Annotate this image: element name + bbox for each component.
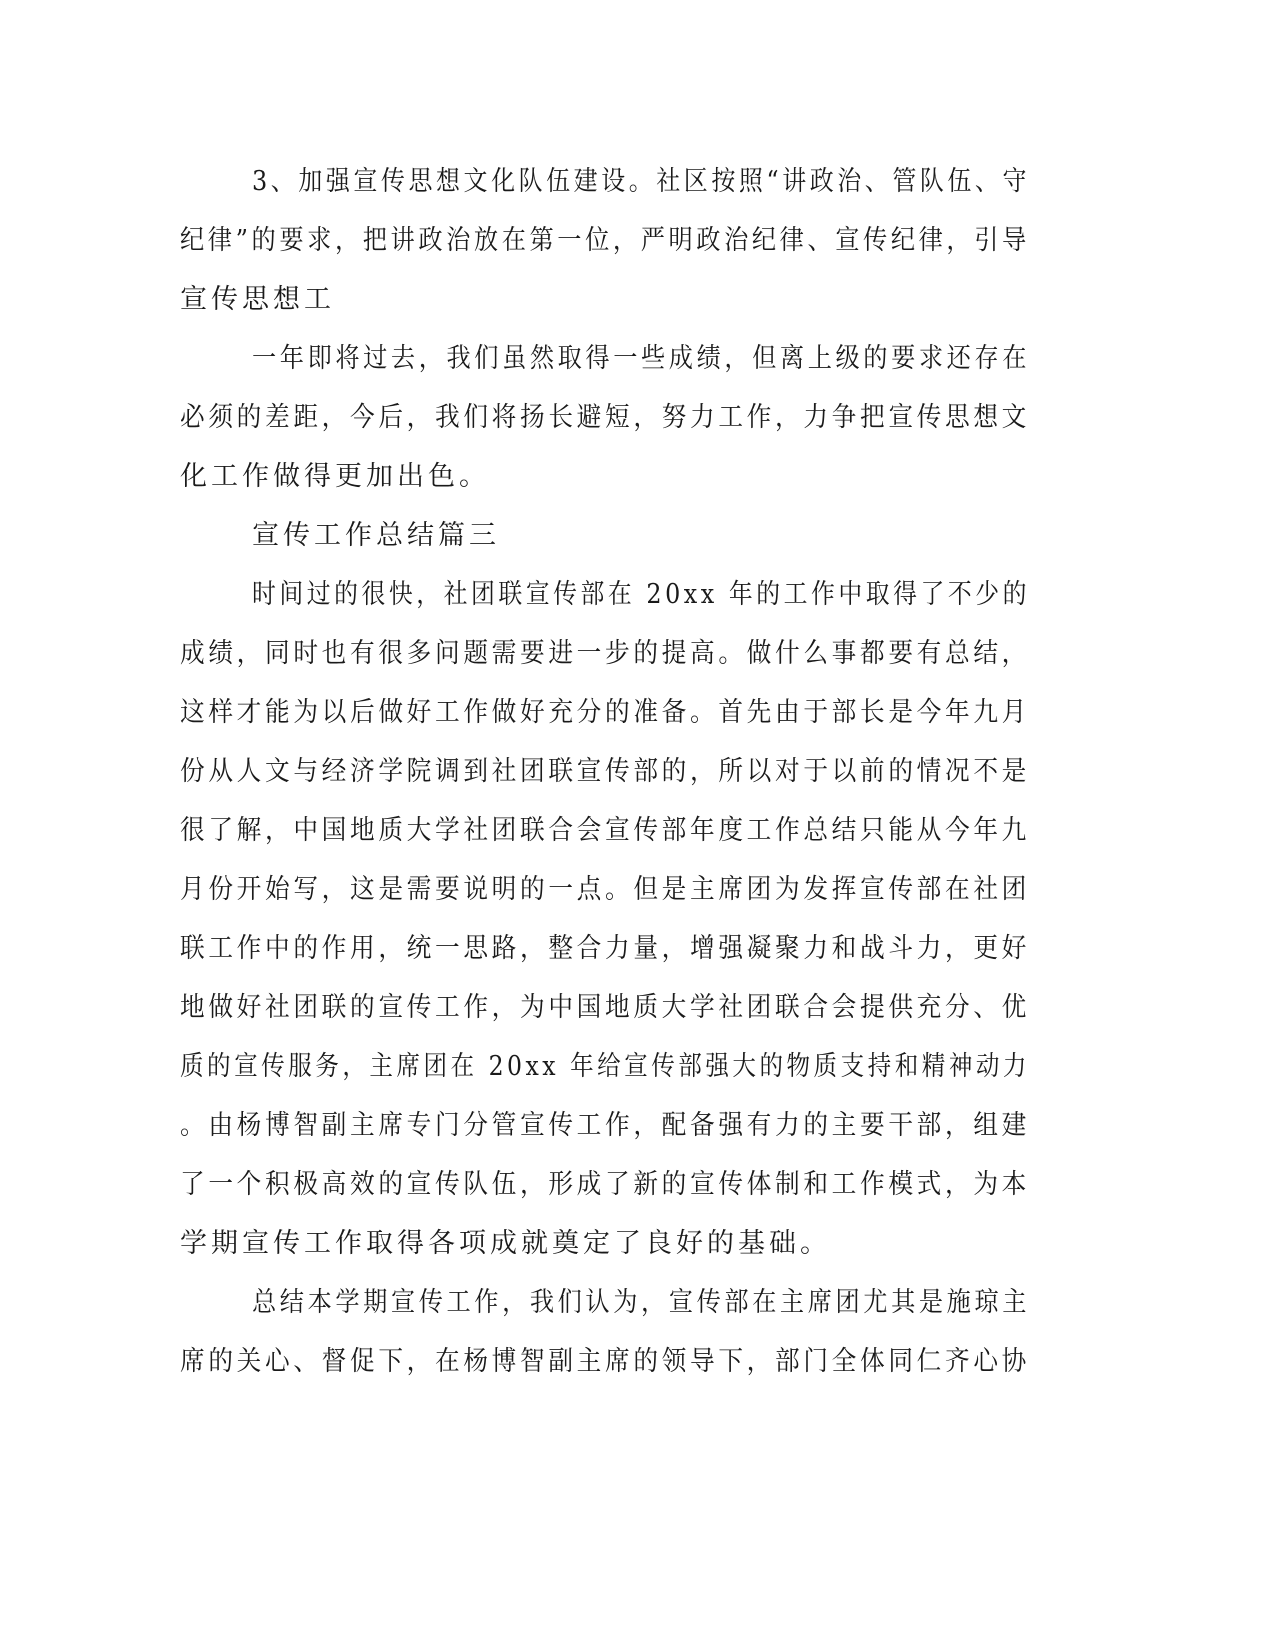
text-line: 份从人文与经济学院调到社团联宣传部的，所以对于以前的情况不是: [180, 756, 1030, 787]
text-line: 席的关心、督促下，在杨博智副主席的领导下，部门全体同仁齐心协: [180, 1346, 1030, 1377]
text-line: 质的宣传服务，主席团在 20xx 年给宣传部强大的物质支持和精神动力: [180, 1051, 1030, 1082]
text-line: 成绩，同时也有很多问题需要进一步的提高。做什么事都要有总结，: [180, 638, 1030, 669]
text-line: 3、加强宣传思想文化队伍建设。社区按照“讲政治、管队伍、守: [252, 166, 1030, 197]
text-line: 这样才能为以后做好工作做好充分的准备。首先由于部长是今年九月: [180, 697, 1030, 728]
section-heading: 宣传工作总结篇三: [252, 520, 500, 551]
text-line: 。由杨博智副主席专门分管宣传工作，配备强有力的主要干部，组建: [180, 1110, 1030, 1141]
text-line: 一年即将过去，我们虽然取得一些成绩，但离上级的要求还存在: [252, 343, 1030, 374]
text-line: 了一个积极高效的宣传队伍，形成了新的宣传体制和工作模式，为本: [180, 1169, 1030, 1200]
text-line: 纪律”的要求，把讲政治放在第一位，严明政治纪律、宣传纪律，引导: [180, 225, 1030, 256]
text-line: 很了解，中国地质大学社团联合会宣传部年度工作总结只能从今年九: [180, 815, 1030, 846]
text-line: 必须的差距，今后，我们将扬长避短，努力工作，力争把宣传思想文: [180, 402, 1030, 433]
text-line: 月份开始写，这是需要说明的一点。但是主席团为发挥宣传部在社团: [180, 874, 1030, 905]
text-line: 时间过的很快，社团联宣传部在 20xx 年的工作中取得了不少的: [252, 579, 1030, 610]
text-line: 学期宣传工作取得各项成就奠定了良好的基础。: [180, 1228, 831, 1259]
text-line: 化工作做得更加出色。: [180, 461, 490, 492]
text-line: 总结本学期宣传工作，我们认为，宣传部在主席团尤其是施琼主: [252, 1287, 1030, 1318]
text-line: 宣传思想工: [180, 284, 335, 315]
text-line: 地做好社团联的宣传工作，为中国地质大学社团联合会提供充分、优: [180, 992, 1030, 1023]
text-line: 联工作中的作用，统一思路，整合力量，增强凝聚力和战斗力，更好: [180, 933, 1030, 964]
